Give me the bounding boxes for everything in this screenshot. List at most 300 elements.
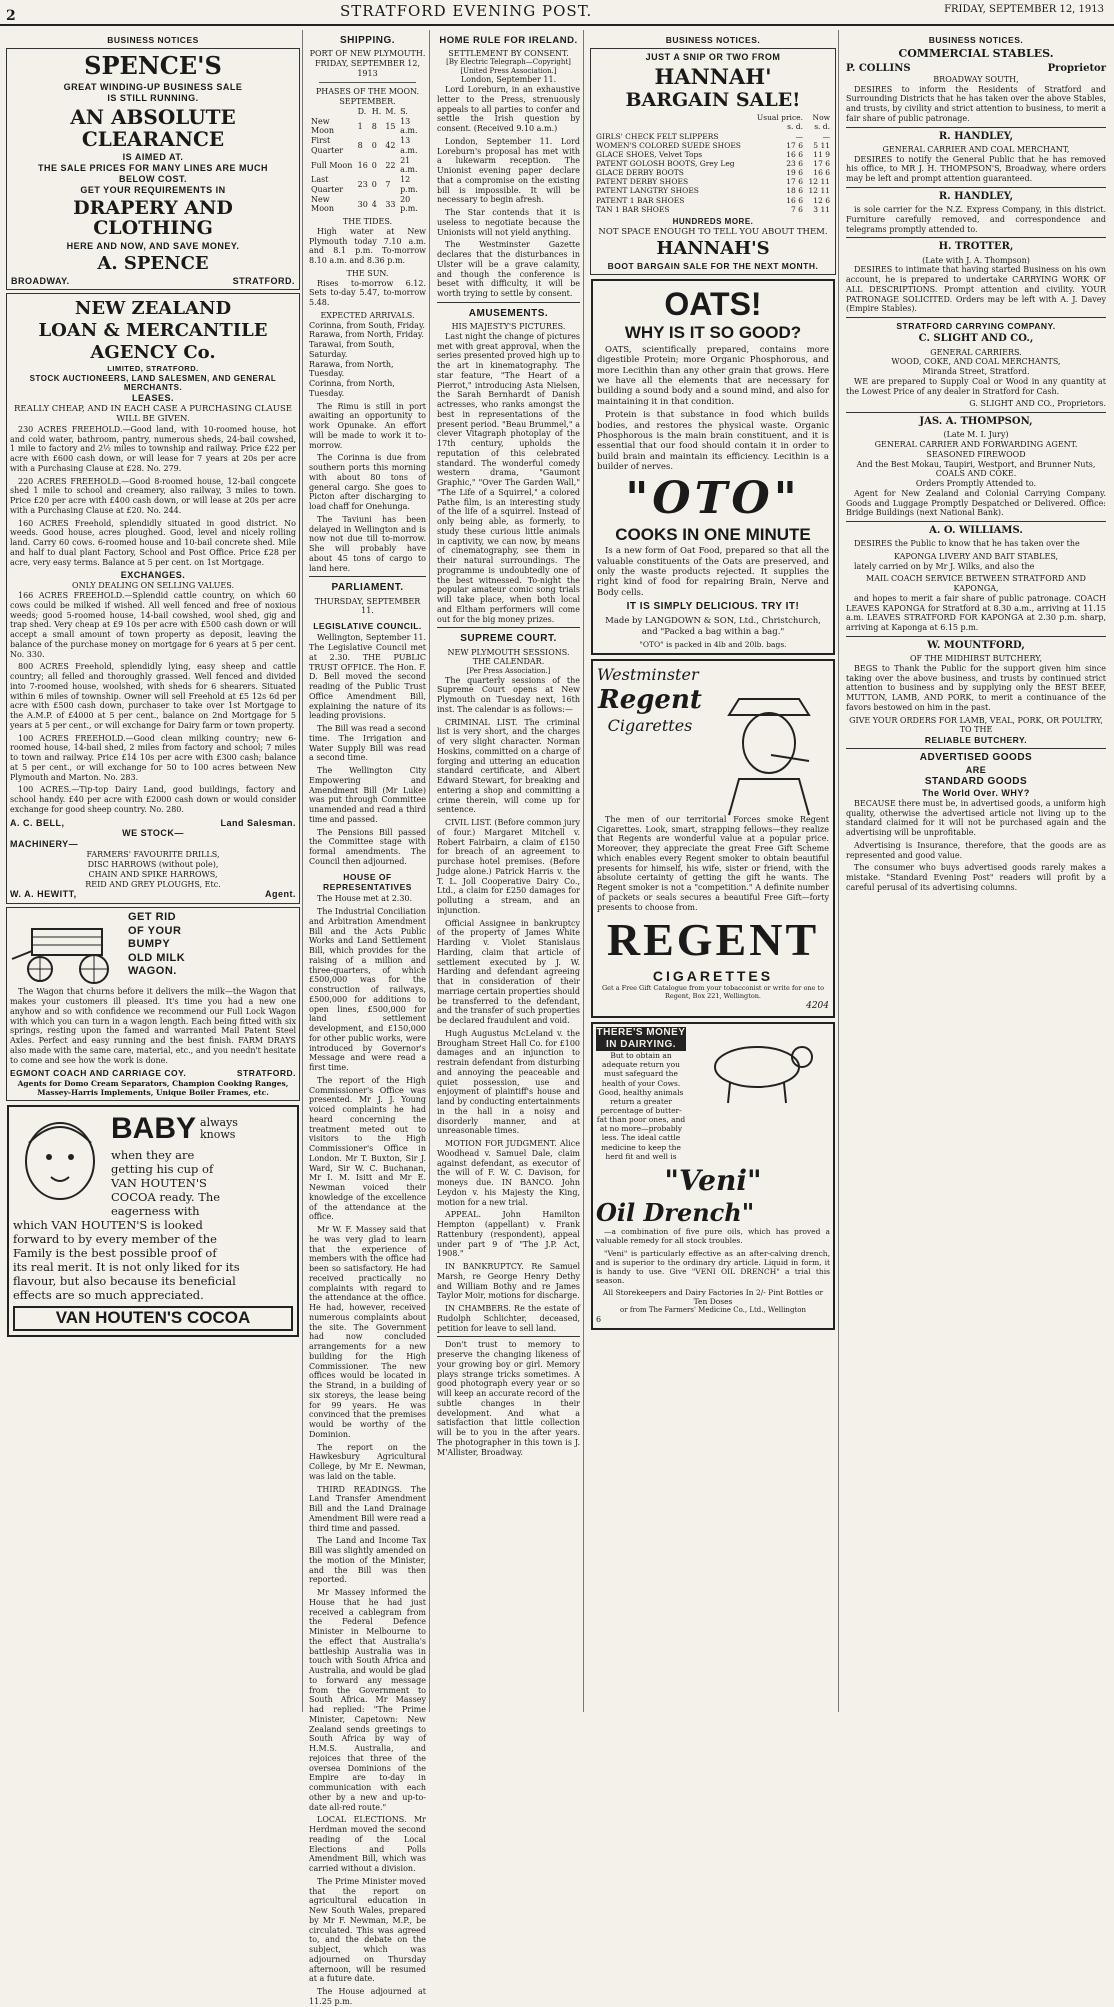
spence-line: HERE AND NOW, AND SAVE MONEY.: [66, 241, 240, 252]
cell: PATENT GOLOSH BOOTS, Grey Leg: [596, 159, 735, 169]
paragraph: APPEAL. John Hamilton Hempton (appellant) v. Frank Rattenbury (respondent), appeal under part 9 of "The J.P. Act, 1908.": [437, 1210, 580, 1259]
rule: [846, 748, 1106, 749]
paragraph: The Wellington City Empowering and Amendment Bill (Mr Luke) was put through Committee unamended and read a third time and passed.: [309, 766, 426, 824]
paragraph: is sole carrier for the N.Z. Express Company, in this district. Furniture carefully removed, and correspondence and telegrams promptly attended to.: [846, 205, 1106, 234]
cell: 30: [357, 199, 368, 209]
listing: 100 ACRES FREEHOLD.—Good clean milking country; new 6-roomed house, 14-bail shed, 2 miles from factory and school; 7 miles to town and railway. Price £14 10s per acre with £300 cash; balance at 5 per cent., or will exchange for 50 to 100 acres between New Plymouth and Marton. No. 283.: [10, 733, 296, 782]
column-5: [842, 30, 1110, 1712]
hannah-sale: BARGAIN SALE!: [625, 89, 801, 112]
hannah-hundreds: HUNDREDS MORE.: [672, 216, 754, 226]
moon-row: [309, 195, 426, 215]
cell: 19 6: [786, 168, 803, 178]
cell: 12 11: [808, 186, 830, 196]
vh-line: COCOA ready. The: [111, 1189, 221, 1204]
paragraph: Lord Loreburn, in an exhaustive letter to the Press, strenuously appeals to all parties to confer and settle the Irish question by consent. (Received 9.10 a.m.): [437, 85, 580, 134]
spence-address: [11, 276, 295, 287]
port-line: PORT OF NEW PLYMOUTH.: [309, 49, 426, 59]
paragraph: DESIRES to intimate that having started Business on his own account, he is prepared to undertake CARRYING WORK OF ALL DESCRIPTIONS. Prompt attention and civility. YOUR PATRONAGE SOLICITED. Orders may be left with A. J. Davey (Empire Stables).: [846, 265, 1106, 314]
cell: 11 9: [813, 149, 830, 159]
soldier-illustration: [709, 685, 829, 815]
paragraph: The quarterly sessions of the Supreme Court opens at New Plymouth on Tuesday next, 16th inst. The calendar is as follows:—: [437, 675, 580, 714]
vh-line: eagerness with: [111, 1203, 200, 1218]
issue-date: FRIDAY, SEPTEMBER 12, 1913: [944, 4, 1104, 15]
tides-text: High water at New Plymouth today 7.10 a.m. and 8.1 p.m. To-morrow 8.10 a.m. and 8.36 p.m.: [309, 226, 426, 266]
paragraph: The House adjourned at 11.25 p.m.: [309, 1987, 426, 2006]
paragraph: The Star contends that it is useless to negotiate because the Unionists will not yield anything.: [437, 208, 580, 237]
paragraph: CIVIL LIST. (Before common jury of four.) Margaret Mitchell v. Robert Fairbairn, a claim of £150 for breach of an agreement to purchase hotel premises. (Before Judge alone.) Patrick Harris v. the T. L. Joll Cooperative Dairy Co., Ltd., a claim for £250 damages for polluting a stream, and an injunction.: [437, 818, 580, 915]
cell: 8: [371, 121, 377, 131]
nzloan-title: NEW ZEALAND: [74, 298, 232, 320]
cell: 33: [385, 199, 396, 209]
spence-line: GREAT WINDING-UP BUSINESS SALE: [63, 81, 243, 92]
moon-head-cell: [309, 107, 356, 117]
paragraph: The Rimu is still in port awaiting an opportunity to work Opunake. An effort will be made to work it to-morrow.: [309, 401, 426, 450]
nzloan-values: ONLY DEALING ON SELLING VALUES.: [72, 581, 234, 591]
mountford-name: W. MOUNTFORD,: [927, 639, 1025, 651]
cell: 17 6: [786, 140, 803, 150]
column-3: [434, 30, 584, 1712]
cell: 0: [371, 141, 377, 151]
manager-role: Agent.: [265, 889, 296, 900]
hannah-price-table: [594, 113, 832, 214]
moon-row: [309, 175, 426, 195]
oats-para: Is a new form of Oat Food, prepared so that all the valuable constituents of the Oats are preserved, and only the waste products rejected. It supplies the right kind of food for repairing Brain, Nerve and Body cells.: [597, 546, 829, 598]
hannah-name-2: HANNAH'S: [656, 237, 770, 259]
regent-big: REGENT: [606, 914, 820, 966]
paragraph: WE are prepared to Supply Coal or Wood in any quantity at the Lowest Price of any dealer in Stratford for Cash.: [846, 376, 1106, 396]
regent-code: 4204: [806, 1000, 829, 1011]
veni-body: But to obtain an adequate return you must safeguard the health of your Cows. Good, healthy animals return a greater percentage of butter-fat than poor ones, and at no more—probably less. The ideal cattle medicine to keep the herd fit and well is: [596, 1051, 686, 1161]
van-houten-brand: VAN HOUTEN'S COCOA: [13, 1306, 293, 1331]
firm-town: STRATFORD.: [236, 1068, 296, 1079]
stock: WE STOCK—: [122, 828, 184, 839]
section-label: BUSINESS NOTICES.: [665, 35, 761, 45]
photographer-notice: Don't trust to memory to preserve the changing likeness of your growing boy or girl. Memory plays strange tricks sometimes. A good photograph every year or so will keep an accurate record of the subtle changes in their development. And what a satisfaction that little collection will be to you in the after years. The photographer in this town is J. M'Allister, Broadway.: [437, 1340, 580, 1457]
cell: New Moon: [311, 194, 334, 214]
rule: [846, 187, 1106, 188]
price-head: [594, 113, 832, 122]
nzloan-exchanges: EXCHANGES.: [120, 570, 186, 581]
byline: [By Electric Telegraph—Copyright] [United Press Association.]: [446, 58, 571, 75]
agent-name: A. C. BELL,: [10, 817, 65, 828]
paragraph: The Corinna is due from southern ports this morning with about 80 tons of general cargo. She goes to Picton after discharging to load chaff for Onehunga.: [309, 453, 426, 512]
arrival: Corinna, from South, Friday.: [309, 320, 425, 330]
cell: 17 6: [786, 177, 803, 187]
cell: 42: [385, 141, 396, 151]
address-left: BROADWAY.: [11, 276, 70, 287]
moon-head-cell: H.: [371, 106, 382, 116]
thompson-sub: (Late M. I. Jury): [943, 430, 1009, 440]
veni-ad: [591, 1022, 835, 1330]
cell: 13 a.m.: [400, 116, 418, 136]
vh-line: Family is the best possible proof of: [13, 1245, 217, 1260]
paragraph: The Taviuni has been delayed in Wellington and is now not due till to-morrow. She will probably have about 45 tons of cargo to land here.: [309, 514, 426, 573]
wagon-agents: Agents for Domo Cream Separators, Champion Cooking Ranges, Massey-Harris Implements, Unique Boiler Frames, etc.: [17, 1078, 289, 1097]
rule: [309, 576, 426, 577]
cell: PATENT DERBY SHOES: [596, 177, 689, 187]
rule: [437, 302, 580, 303]
paragraph: The House met at 2.30.: [317, 894, 413, 904]
paragraph: Hugh Augustus McLeland v. the Brougham Street Hall Co. for £100 damages and an injunction to restrain defendant from disturbing and annoying the peaceable and quiet possession, use and enjoyment of plaintiff's house and land by conducting entertainments in the hall in a noisy and disorderly manner, and at unreasonable times.: [437, 1028, 580, 1136]
nzloan-title: AGENCY Co.: [90, 341, 216, 363]
slight-name: C. SLIGHT AND CO.,: [918, 333, 1034, 345]
spence-line: IS STILL RUNNING.: [107, 92, 199, 103]
vh-line: flavour, but also because its beneficial: [13, 1273, 236, 1288]
wagon-heading: OF YOUR: [128, 924, 182, 937]
moon-table: [309, 107, 426, 214]
price-row: [594, 168, 832, 177]
cell: Last Quarter: [311, 175, 344, 194]
price-head-unit: s. d.: [787, 122, 803, 132]
paragraph: and hopes to merit a fair share of public patronage. COACH LEAVES KAPONGA for Stratford at 8.30 a.m., arriving at 11.15 a.m. LEAVES STRATFORD FOR KAPONGA at 2.30 p.m. sharp, arriving at Kaponga at 6.15 p.m.: [846, 593, 1106, 633]
thompson-line: And the Best Mokau, Taupiri, Westport, and Brunner Nuts,: [856, 459, 1096, 469]
paragraph: The report on the Hawkesbury Agricultural College, by Mr E. Newman, was laid on the table.: [309, 1442, 426, 1481]
machinery-item: CHAIN AND SPIKE HARROWS,: [88, 869, 218, 879]
cell: 0: [371, 180, 377, 190]
veni-foot: All Storekeepers and Dairy Factories In 2/- Pint Bottles or Ten Doses: [602, 1288, 824, 1307]
council-heading: LEGISLATIVE COUNCIL.: [313, 621, 422, 632]
spence-line: IS AIMED AT.: [122, 151, 184, 162]
paragraph: LOCAL ELECTIONS. Mr Herdman moved the second reading of the Local Elections and Polls Amendment Bill, which was carried without a division.: [309, 1815, 426, 1874]
manager-line: [10, 889, 296, 900]
page-number: 2: [6, 8, 16, 24]
paragraph: Mr Massey informed the House that he had just received a cablegram from the Federal Defence Minister in Melbourne to the effect that Australia's battleship Australia was in touch with South Africa and Australia, and would be glad to forward any message from the Government to South Africa. Mr Massey had replied: "The Prime Minister, Capetown: New Zealand sends greetings to South Africa by way of H.M.S. Australia, and rejoices that three of the oversea Dominions of the Empire are to-day in communication with each other by a new and up-to-date all-red route.": [309, 1588, 426, 1812]
oto-ad: [591, 279, 835, 655]
regent-body: The men of our territorial Forces smoke Regent Cigarettes. Look, smart, strapping fellows—they realize that Regents are wonderful value at a popular price. Moreover, they appreciate the great Free Gift Scheme which enables every Regent smoker to obtain beautiful presents for himself, his wife, sister or friend, with the absolute certainty of getting the gift he wants. The Regent smoker is not a "competition." A definite number of packets or seals secures a beautiful Free Gift—forty presents to choose from.: [597, 814, 829, 912]
paragraph: Last night the change of pictures met with great approval, when the series presented proved high up to the art in kinematography. The star feature, "The Heart of a Pierrot," introducing Asta Nielsen, the Sarah Bernhardt of Danish actresses, who ranks amongst the best in representations of the present period. "Beau Brummel," a clever Vitagraph photoplay of the 17th century, upholds the reputation of this celebrated standard. The wonderful comedy western drama, "Gaumont Graphic," "Over The Garden Wall," "The Life of a Squirrel," a colored Pathe film, is an interesting study of the life of a squirrel. Instead of only being able, as formerly, to study these curious little animals in captivity, we can now, by means of cinematography, see them in their natural surroundings. The programme is undoubtedly one of the best witnessed. To-night the popular amateur comic song trials will take place, when both local and Eltham performers will come out for the big money prizes.: [437, 331, 580, 624]
cell: 22: [385, 160, 396, 170]
cell: 16 6: [786, 149, 803, 159]
paragraph: Wellington, September 11. The Legislative Council met at 2.30. THE PUBLIC TRUST OFFICE. The Hon. F. D. Bell moved the second reading of the Public Trust Office Amendment Bill, explaining the nature of its leading provisions.: [309, 633, 426, 721]
firm-name: EGMONT COACH AND CARRIAGE COY.: [10, 1068, 187, 1079]
oto-simply: IT IS SIMPLY DELICIOUS. TRY IT!: [626, 601, 800, 613]
sun-heading: THE SUN.: [346, 268, 389, 278]
amusements-heading: AMUSEMENTS.: [468, 307, 549, 319]
regent-foot: Get a Free Gift Catalogue from your tobacconist or write for one to Regent, Box 221, Wellington.: [601, 983, 824, 1000]
address-right: STRATFORD.: [232, 276, 295, 287]
listing: 220 ACRES FREEHOLD.—Good 8-roomed house, 12-bail congcete shed 1 mile to school and creamery, also railway, 3 miles to town. Price £20 per acre with £400 cash down, or will lease at 20s per acre with a Purchasing Clause at £20. No. 244.: [10, 476, 296, 515]
wagon-illustration: [12, 915, 122, 985]
stables-heading: COMMERCIAL STABLES.: [898, 47, 1054, 61]
nz-loan-ad: [6, 293, 300, 904]
rule: [437, 1336, 580, 1337]
nzloan-limited: LIMITED, STRATFORD.: [107, 364, 199, 374]
handley-name-2: R. HANDLEY,: [938, 190, 1014, 202]
veni-code: 6: [596, 1314, 602, 1324]
oats-para: Protein is that substance in food which builds bodies, and restores the physical waste. Organic Phosphorous is the main brain constituent, and it is essential that our food should contain it in order to build brain and maintain its efficiency. Lecithin is a builder of nerves.: [597, 410, 829, 472]
nzloan-sub: STOCK AUCTIONEERS, LAND SALESMEN, AND GENERAL MERCHANTS.: [29, 373, 277, 393]
moon-head: [309, 107, 426, 117]
carrying-heading: STRATFORD CARRYING COMPANY.: [896, 321, 1056, 332]
oto-brand: "OTO": [625, 473, 801, 525]
paragraph: London, September 11. Lord Loreburn's proposal has met with a lukewarm reception. The Unionist evening paper declare that a compromise on the existing bill is impossible. It will be necessary to begin afresh.: [437, 136, 580, 205]
thompson-wood: SEASONED FIREWOOD: [926, 449, 1026, 459]
hannah-space: NOT SPACE ENOUGH TO TELL YOU ABOUT THEM.: [598, 226, 828, 237]
hannah-boot: BOOT BARGAIN SALE FOR THE NEXT MONTH.: [607, 260, 819, 271]
moon-head-cell: S.: [400, 106, 408, 116]
slight-signature: G. SLIGHT AND CO., Proprietors.: [969, 399, 1106, 409]
veni-heading: THERE'S MONEY: [596, 1026, 686, 1038]
collins-line: [846, 63, 1106, 75]
proprietor: Proprietor: [1047, 62, 1106, 74]
collins-name: P. COLLINS: [846, 62, 911, 74]
cell: PATENT LANGTRY SHOES: [596, 186, 699, 196]
price-row: [594, 150, 832, 159]
agent-role: Land Salesman.: [220, 817, 296, 828]
oats-heading: OATS!: [664, 286, 762, 323]
regent-ad: [591, 659, 835, 1018]
wagon-heading: BUMPY: [128, 938, 171, 951]
slight-sub: WOOD, COKE, AND COAL MERCHANTS,: [891, 357, 1061, 367]
arrival: Rarawa, from North, Tuesday.: [309, 359, 394, 379]
price-head-usual: Usual price.: [756, 113, 803, 123]
arrival: Tarawai, from South, Saturday.: [309, 340, 395, 359]
cow-illustration: [692, 1027, 822, 1107]
nzloan-headline: REALLY CHEAP, AND IN EACH CASE A PURCHASING CLAUSE WILL BE GIVEN.: [13, 404, 292, 425]
cell: 20 p.m.: [400, 194, 418, 214]
vh-line: VAN HOUTEN'S: [111, 1175, 207, 1190]
handley-name: R. HANDLEY,: [938, 130, 1014, 142]
paragraph: DESIRES the Public to know that he has taken over the: [854, 539, 1080, 549]
regent-top: Westminster: [597, 665, 699, 685]
paragraph: BECAUSE there must be, in advertised goods, a uniform high quality, otherwise the advertised article not living up to the standard claimed for it will not be purchased again and the advertising will be unprofitable.: [846, 798, 1106, 838]
parliament-heading: PARLIAMENT.: [331, 582, 404, 594]
calendar-byline: [Per Press Association.]: [466, 667, 551, 676]
slight-role: GENERAL CARRIERS.: [930, 347, 1022, 357]
regent-big2: CIGARETTES: [652, 967, 774, 984]
machinery-item: DISC HARROWS (without pole),: [87, 860, 219, 870]
home-rule-heading: HOME RULE FOR IRELAND.: [439, 35, 578, 46]
paragraph: The Pensions Bill passed the Committee stage with formal amendments. The Council then adjourned.: [309, 827, 426, 866]
spence-line: AN ABSOLUTE CLEARANCE: [70, 104, 236, 151]
machinery-item: REID AND GREY PLOUGHS, Etc.: [85, 879, 221, 889]
moon-row: [309, 156, 426, 176]
cell: 23 6: [786, 159, 803, 169]
wagon-body: The Wagon that churns before it delivers the milk—the Wagon that makes your customers ill pleased. It's time you had a new one anyhow and so with confidence we recommend our Full Lock Wagon with which you can turn in a wagon length. Each being fitted with six springs, resting upon the famed and warranted Mail Patent Steel Axles. Perfect and easy running and the best finish. FARM DRAYS also made with the same care, material, etc., and you needn't hesitate to come and see how the work is done.: [10, 987, 296, 1065]
adv-heading: STANDARD GOODS: [924, 775, 1028, 787]
calendar-heading: THE CALENDAR.: [472, 657, 545, 667]
thompson-role: GENERAL CARRIER AND FORWARDING AGENT.: [874, 440, 1078, 449]
price-head: [594, 122, 832, 131]
thompson-coke: COALS AND COKE.: [935, 469, 1017, 479]
cell: GIRLS' CHECK FELT SLIPPERS: [596, 131, 719, 141]
trotter-name: H. TROTTER,: [938, 241, 1014, 253]
nzloan-title: LOAN & MERCANTILE: [38, 319, 268, 341]
paragraph: MOTION FOR JUDGMENT. Alice Woodhead v. Samuel Dale, claim against defendant, as executor of the will of F. W. C. Davison, for moneys due. IN BANCO. John Leydon v. his Majesty the King, motion for a new trial.: [437, 1139, 580, 1207]
paragraph: IN CHAMBERS. Re the estate of Rudolph Schlichter, deceased, petition for leave to sell land.: [437, 1304, 580, 1333]
price-row: [594, 205, 832, 214]
price-head-unit: s. d.: [814, 122, 830, 132]
vh-line: which VAN HOUTEN'S is looked: [13, 1217, 203, 1232]
cell: GLACE SHOES, Velvet Tops: [596, 149, 703, 159]
veni-foot: "Veni" is particularly effective as an after-calving drench, and is superior to the ordinary dry article. Liquid in form, it is handy to use. Give "VENI OIL DRENCH" a trial this season.: [596, 1248, 830, 1285]
vh-line: when they are: [111, 1147, 195, 1162]
always-word: always: [200, 1116, 238, 1130]
spence-line: BELOW COST.: [119, 173, 187, 184]
listing: 230 ACRES FREEHOLD.—Good land, with 10-roomed house, hot and cold water, bathroom, pantry, numerous sheds, 24-bail cowshed, 1 mile to factory and 2½ miles to township and railway. Price £22 per acre with £600 cash down, or will lease for 7 years at 20s per acre with a Purchasing Clause at £28. No. 279.: [10, 424, 296, 473]
knows-word: knows: [200, 1128, 236, 1142]
moon-row: [309, 117, 426, 137]
trotter-sub: (Late with J. A. Thompson): [922, 255, 1030, 265]
paragraph: The Bill was read a second time. The Irrigation and Water Supply Bill was read a second time.: [309, 724, 426, 763]
listing: 166 ACRES FREEHOLD.—Splendid cattle country, on which 60 cows could be milked if wished. All well fenced and free of noxious weeds; good 5-roomed house, 14-bail cowshed, wool shed, gig and trap shed. Very cheap at £9 10s per acre with £500 cash down or will accept a small amount of town property as deposit, leaving the balance of the purchase money on mortgage for 6 years at 5 per cent. No. 330.: [10, 591, 296, 659]
parliament-date: THURSDAY, SEPTEMBER 11.: [314, 596, 421, 616]
dateline: London, September 11.: [460, 75, 557, 85]
home-rule-sub: SETTLEMENT BY CONSENT.: [448, 48, 569, 58]
vh-line: getting his cup of: [111, 1161, 214, 1176]
oats-para: OATS, scientifically prepared, contains more digestible Protein; more Organic Phosphorous, and more Lecithin than any other grain that grows. Here we have all the elements that are necessary for building a sound body and a sound mind, and also for maintaining it in that condition.: [597, 345, 829, 407]
slight-address: Miranda Street, Stratford.: [922, 367, 1030, 377]
cell: TAN 1 BAR SHOES: [596, 204, 670, 214]
cell: GLACE DERBY BOOTS: [596, 168, 684, 178]
cell: 7: [385, 180, 391, 190]
rule: [846, 127, 1106, 128]
paragraph: THIRD READINGS. The Land Transfer Amendment Bill and the Land Drainage Amendment Bill were read a third time and passed.: [309, 1484, 426, 1533]
paragraph: BEGS to Thank the Public for the support given him since taking over the above business, and trusts by continued strict attention to business and by supplying only the BEST BEEF, MUTTON, LAMB, AND PORK, to merit a continuance of the favors bestowed on him in the past.: [846, 663, 1106, 712]
adv-heading: ADVERTISED GOODS: [919, 752, 1033, 764]
vh-line: forward to by every member of the: [13, 1231, 217, 1246]
adv-heading: ARE: [965, 764, 987, 775]
hannah-ad: [590, 48, 836, 275]
spence-title: SPENCE'S: [84, 51, 222, 81]
rule: [846, 237, 1106, 238]
rule: [846, 412, 1106, 413]
column-2: [306, 30, 430, 2006]
page-header: [0, 0, 1114, 30]
regent-cig: Cigarettes: [607, 716, 693, 736]
cell: Full Moon: [311, 160, 353, 170]
cell: 4: [371, 199, 377, 209]
phases-heading: PHASES OF THE MOON.: [315, 87, 420, 97]
veni-foot: —a combination of five pure oils, which has proved a valuable remedy for all stock troubles.: [596, 1227, 830, 1246]
cell: 12 11: [808, 177, 830, 187]
tides-heading: THE TIDES.: [342, 217, 393, 227]
manager-name: W. A. HEWITT,: [10, 889, 77, 900]
veni-foot: or from The Farmers' Medicine Co., Ltd., Wellington: [620, 1306, 806, 1315]
williams-name: A. O. WILLIAMS.: [929, 525, 1023, 536]
cell: 23: [357, 180, 368, 190]
amusements-sub: HIS MAJESTY'S PICTURES.: [451, 322, 566, 332]
butchery: OF THE MIDHIRST BUTCHERY,: [909, 654, 1043, 664]
cell: PATENT 1 BAR SHOES: [596, 195, 685, 205]
shipping-date: FRIDAY, SEPTEMBER 12, 1913: [314, 58, 420, 78]
adv-why: The World Over. WHY?: [922, 787, 1030, 798]
vh-line: effects are so much appreciated.: [13, 1287, 204, 1302]
veni-brand-2: Oil Drench": [596, 1197, 755, 1227]
spence-line: GET YOUR REQUIREMENTS IN: [80, 184, 226, 195]
cell: —: [795, 131, 803, 141]
paragraph: Advertising is Insurance, therefore, that the goods are as represented and good value.: [846, 840, 1106, 860]
rule: [319, 82, 416, 83]
price-row: [594, 177, 832, 186]
cell: WOMEN'S COLORED SUEDE SHOES: [596, 140, 741, 150]
cell: 21 a.m.: [400, 155, 418, 175]
nzloan-leases: LEASES.: [131, 393, 174, 404]
column-1: [4, 30, 303, 1712]
cell: 16 6: [786, 195, 803, 205]
court-heading: SUPREME COURT.: [460, 633, 557, 645]
spence-line: DRAPERY AND CLOTHING: [73, 196, 233, 240]
paragraph: DESIRES to inform the Residents of Stratford and Surrounding Districts that he has taken over the above Stables, and trusts, by civility and strict attention to business, to merit a fair share of public patronage.: [846, 84, 1106, 123]
paragraph: The Prime Minister moved that the report on agricultural education in New South Wales, prepared by Mr F. Newman, M.P., be circulated. This was agreed to, and the debate on the subject, which was adjourned on Thursday afternoon, will be resumed at a future date.: [309, 1876, 426, 1984]
paragraph: The report of the High Commissioner's Office was presented. Mr J. J. Young voiced complaints he had heard concerning the treatment meted out to visitors to the High Commissioner's Office in London. Mr T. Buxton, Sir J. Ward, Sir W. C. Buchanan, Mr I. M. Isitt and Mr E. Newman voiced their knowledge of the excellence of the attendance at the office.: [309, 1075, 426, 1222]
sun-text: Rises to-morrow 6.12. Sets to-day 5.47, to-morrow 5.48.: [309, 278, 426, 308]
spence-name: A. SPENCE: [97, 253, 209, 275]
wagon-heading: GET RID: [128, 911, 177, 924]
cell: New Moon: [311, 116, 334, 136]
spence-line: THE SALE PRICES FOR MANY LINES ARE MUCH: [37, 162, 268, 173]
cell: —: [822, 131, 830, 141]
wagon-heading: OLD MILK: [128, 951, 186, 964]
baby-word: BABY: [111, 1112, 197, 1146]
listing: 160 ACRES Freehold, splendidly situated in good district. No weeds. Good house, acres ploughed. Good, level and nicely rolling land. Carry 60 cows. 6-roomed house and 10-bail concrete shed. Mile and half to dual plant Factory, School and Post Office. Price £28 per acre, very easy terms. Balance at 5 per cent. on 1st Mortgage.: [10, 518, 296, 567]
cell: 1: [357, 121, 363, 131]
rule: [846, 521, 1106, 522]
moon-head-cell: M.: [385, 106, 397, 116]
mail-line: MAIL COACH SERVICE BETWEEN STRATFORD AND KAPONGA,: [866, 574, 1086, 594]
arrivals-heading: EXPECTED ARRIVALS.: [320, 310, 415, 320]
cell: 15: [385, 121, 396, 131]
listing: 800 ACRES Freehold, splendidly lying, easy sheep and cattle country; all felled and thoroughly grassed. Well fenced and divided into 7-roomed house, woolshed, with sheds for 6 shearers. Situated within 6 miles of township. Owner will sell Freehold at £5 12s 6d per acre with £500 cash down, purchaser to take over 1st Mortgage to the A.M.P. of £4000 at 5 per cent., balance on 2nd Mortgage for 5 years at 5 per cent., or will exchange for Dairy farm or town property.: [10, 662, 296, 730]
price-row: [594, 159, 832, 168]
listing: 100 ACRES.—Tip-top Dairy Land, good buildings, factory and school handy. £40 per acre with £2000 cash down or would consider exchange for good sheep country. No. 280.: [10, 785, 296, 814]
agent-line: [10, 818, 296, 829]
give-orders: GIVE YOUR ORDERS FOR LAMB, VEAL, PORK, OR POULTRY, TO THE: [849, 715, 1103, 735]
wagon-heading: WAGON.: [128, 965, 177, 978]
cell: 5 11: [813, 140, 830, 150]
thompson-orders: Orders Promptly Attended to.: [915, 479, 1037, 488]
rule: [437, 627, 580, 628]
regent-name: Regent: [598, 684, 702, 715]
arrival: Corinna, from North, Tuesday.: [309, 379, 395, 398]
oats-why: WHY IS IT SO GOOD?: [624, 323, 802, 343]
cell: 7 6: [791, 204, 803, 214]
price-row: [594, 196, 832, 205]
machinery-item: FARMERS' FAVOURITE DRILLS,: [86, 850, 220, 860]
paragraph: The Westminster Gazette declares that the disturbances in Ulster will be a grave calamity, and though the conference is beset with difficulty, it will be worth trying to settle by consent.: [437, 240, 580, 299]
paragraph: IN BANKRUPTCY. Re Samuel Marsh, re George Henry Dethy and William Bothy and re James Taylor Moir, motions for discharge.: [437, 1262, 580, 1301]
court-sub: NEW PLYMOUTH SESSIONS.: [447, 647, 570, 657]
oto-maker: Made by LANGDOWN & SON, Ltd., Christchurch, and "Packed a bag within a bag.": [605, 616, 821, 637]
section-label: BUSINESS NOTICES.: [928, 35, 1024, 45]
cell: 8: [357, 141, 363, 151]
spence-ad: [6, 48, 300, 290]
cell: 16 6: [813, 168, 830, 178]
shipping-heading: SHIPPING.: [339, 35, 396, 46]
price-head-now: Now: [812, 113, 830, 123]
paragraph: CRIMINAL LIST. The criminal list is very short, and the charges of very slight character. Norman Hoskins, committed on a charge of forging and uttering an education standard certificate, and Albert Edward Stewart, for breaking and entering a shop and committing a crime therein, will come up for sentence.: [437, 717, 580, 815]
cell: 12 p.m.: [400, 175, 418, 194]
paragraph: Mr W. F. Massey said that he was very glad to learn that the experience of members with the office had been so satisfactory. He had received practically no complaints with regard to the attendance at the office. He had, however, received numerous complaints about the site. The Government had now concluded arrangements for a new building for the High Commissioner. The new offices would be located in the Strand, in a building of six storeys, the lease being for 99 years. He was convinced that the premises would be worthy of the Dominion.: [309, 1225, 426, 1439]
hannah-name: HANNAH': [654, 64, 772, 90]
month-heading: SEPTEMBER.: [339, 97, 396, 107]
cell: 18 6: [786, 186, 803, 196]
cell: 17 6: [813, 159, 830, 169]
house-heading: HOUSE OF REPRESENTATIVES: [323, 871, 412, 893]
paragraph: DESIRES to notify the General Public that he has removed his office, to MR J. H. THOMPSON'S, Broadway, where orders may be left and prompt attention guaranteed.: [846, 154, 1106, 184]
oto-packed: "OTO" is packed in 4lb and 20lb. bags.: [639, 640, 787, 650]
moon-head-cell: D.: [357, 106, 367, 116]
section-label: BUSINESS NOTICES: [107, 35, 199, 45]
thompson-name: JAS. A. THOMPSON,: [919, 416, 1033, 428]
moon-row: [309, 136, 426, 156]
cell: 12 6: [813, 195, 830, 205]
baby-illustration: [15, 1113, 105, 1213]
price-row: [594, 141, 832, 150]
kaponga-line: KAPONGA LIVERY AND BAIT STABLES,: [893, 551, 1059, 561]
paragraph: Official Assignee in bankruptcy of the property of James White Harding v. Violet Stanislaus Harding, claim that article of settlement executed by J. W. Harding and defendant agreeing that in consideration of their marriage certain properties should be transferred to the defendant, and the transfer of such properties be declared fraudulent and void.: [437, 918, 580, 1026]
paragraph: The Land and Income Tax Bill was slightly amended on the motion of the Minister, and the Bill was then reported.: [309, 1536, 426, 1585]
